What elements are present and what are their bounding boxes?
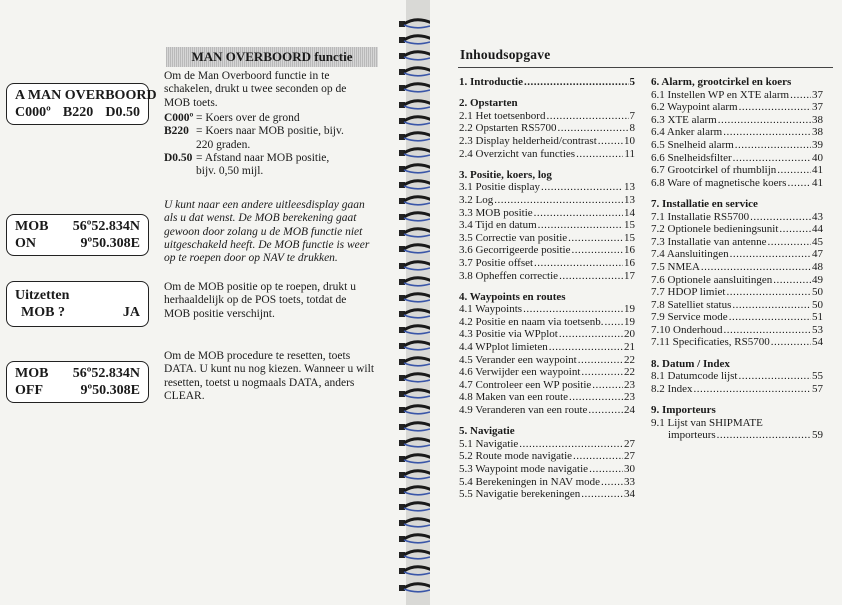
toc-entry — [459, 438, 635, 451]
lcd-line-2 — [15, 304, 140, 321]
toc-entry-title: 3.6 Gecorrigeerde positie — [459, 244, 571, 257]
toc-page-number: 13 — [624, 193, 635, 206]
toc-entry-title: 2.4 Overzicht van functies — [459, 147, 576, 160]
toc-page-number: 24 — [624, 404, 635, 417]
toc-leader-dots — [534, 207, 623, 220]
toc-entry-title: 7.10 Onderhoud — [651, 323, 723, 336]
toc-entry — [459, 110, 635, 123]
toc-entry — [651, 274, 823, 287]
toc-leader-dots — [571, 244, 623, 257]
toc-page-number: 33 — [624, 475, 635, 488]
toc-entry — [651, 177, 823, 190]
binding-ring-icon — [398, 99, 434, 111]
toc-entry — [651, 126, 823, 139]
lcd-line-1 — [15, 218, 140, 235]
lcd-text: C000º — [15, 105, 51, 120]
definition-row — [164, 125, 374, 152]
toc-leader-dots — [771, 336, 811, 349]
toc-section — [459, 291, 635, 417]
toc-entry-title: importeurs — [668, 429, 716, 442]
toc-section — [459, 169, 635, 282]
toc-entry-title: 4.2 Positie en naam via toetsenb. — [459, 315, 604, 328]
mob-intro-text: Om de Man Overboord functie in te schakelen, drukt u twee seconden op de MOB toets. — [164, 70, 347, 109]
toc-entry — [651, 139, 823, 152]
mob-heading: MAN OVERBOORD functie — [166, 47, 378, 67]
toc-leader-dots — [559, 270, 623, 283]
binding-ring-icon — [398, 18, 434, 30]
toc-entry-title: 5.5 Navigatie berekeningen — [459, 488, 581, 501]
toc-page-number: 45 — [812, 235, 823, 248]
toc-entry — [459, 232, 635, 245]
lcd-text: MOB — [15, 366, 49, 381]
toc-page-number: 23 — [624, 391, 635, 404]
toc-leader-dots — [576, 148, 623, 161]
toc-entry-title: 1. Introductie — [459, 76, 523, 88]
toc-section — [459, 76, 635, 89]
toc-entry-title: 7.8 Satelliet status — [651, 298, 732, 311]
binding-ring-icon — [398, 147, 434, 159]
toc-page-number: 49 — [812, 273, 823, 286]
toc-entry-title: 7.9 Service mode — [651, 311, 728, 324]
toc-entry-title: 3.3 MOB positie — [459, 206, 533, 219]
definition-key: C000º — [164, 112, 194, 124]
toc-entry-title: 7.1 Installatie RS5700 — [651, 210, 750, 223]
lcd-line-2 — [15, 104, 140, 121]
toc-entry-title: 8.2 Index — [651, 382, 693, 395]
toc-section — [651, 404, 823, 442]
toc-entry — [651, 164, 823, 177]
binding-ring-icon — [398, 388, 434, 400]
toc-entry — [459, 366, 635, 379]
toc-entry — [459, 122, 635, 135]
toc-entry — [459, 316, 635, 329]
lcd-text: A MAN OVERBOORD — [15, 88, 157, 103]
lcd-text: MOB — [15, 219, 49, 234]
toc-entry-title: 7.3 Installatie van antenne — [651, 235, 767, 248]
lcd-text: B220 — [62, 105, 94, 120]
binding-ring-icon — [398, 324, 434, 336]
lcd-text: 56º52.834N — [72, 219, 140, 234]
toc-entry — [651, 236, 823, 249]
binding-ring-icon — [398, 131, 434, 143]
toc-leader-dots — [519, 438, 623, 451]
toc-entry — [651, 324, 823, 337]
binding-ring-icon — [398, 356, 434, 368]
toc-entry — [459, 354, 635, 367]
toc-entry — [651, 101, 823, 114]
toc-section-heading: 4. Waypoints en routes — [459, 290, 566, 303]
toc-page-number: 41 — [812, 176, 823, 189]
toc-entry-title: 5.2 Route mode navigatie — [459, 450, 573, 463]
toc-leader-dots — [750, 211, 811, 224]
toc-entry-title: 2.2 Opstarten RS5700 — [459, 122, 557, 135]
definition-value: = Afstand naar MOB positie, bijv. 0,50 mijl. — [196, 151, 330, 178]
mob-recall-text: Om de MOB positie op te roepen, drukt u herhaaldelijk op de POS toets, totdat de MOB positie verschijnt. — [164, 281, 356, 320]
toc-section-heading: 7. Installatie en service — [651, 197, 758, 210]
lcd-line-1 — [15, 87, 157, 104]
toc-section-heading: 6. Alarm, grootcirkel en koers — [651, 76, 792, 88]
toc-page-number: 16 — [624, 244, 635, 257]
binding-ring-icon — [398, 501, 434, 513]
toc-leader-dots — [777, 164, 811, 177]
toc-leader-dots — [735, 139, 811, 152]
toc-page-number: 16 — [624, 256, 635, 269]
binding-ring-icon — [398, 50, 434, 62]
toc-leader-dots — [538, 219, 623, 232]
toc-section — [651, 76, 823, 189]
binding-ring-icon — [398, 437, 434, 449]
toc-entry — [459, 270, 635, 283]
toc-entry — [459, 303, 635, 316]
toc-section — [651, 198, 823, 349]
toc-leader-dots — [581, 488, 623, 501]
toc-entry-title: 3.7 Positie offset — [459, 256, 534, 269]
binding-ring-icon — [398, 404, 434, 416]
toc-entry-title: 7.7 HDOP limiet — [651, 286, 726, 299]
toc-page-number: 7 — [629, 109, 635, 122]
toc-entry-title: 7.11 Specificaties, RS5700 — [651, 336, 770, 349]
toc-leader-dots — [588, 404, 623, 417]
toc-entry — [651, 429, 823, 442]
toc-page-number: 39 — [812, 138, 823, 151]
toc-entry-title: 6.1 Instellen WP en XTE alarm — [651, 88, 790, 101]
toc-entry-title: 4.9 Veranderen van een route — [459, 404, 588, 417]
toc-leader-dots — [701, 261, 811, 274]
toc-leader-dots — [589, 463, 623, 476]
toc-leader-dots — [523, 303, 623, 316]
toc-page-number: 22 — [624, 353, 635, 366]
toc-entry — [459, 463, 635, 476]
toc-entry-title: 9.1 Lijst van SHIPMATE — [651, 416, 763, 429]
definition-key: D0.50 — [164, 151, 193, 164]
toc-leader-dots — [581, 366, 623, 379]
toc-entry — [459, 476, 635, 489]
lcd-screen-mob-activate — [6, 83, 157, 125]
toc-page-number: 13 — [624, 181, 635, 194]
toc-leader-dots — [717, 429, 811, 442]
lcd-line-1 — [15, 287, 140, 304]
toc-entry — [459, 257, 635, 270]
toc-entry-title: 4.5 Verander een waypoint — [459, 353, 577, 366]
toc-section — [651, 358, 823, 396]
toc-entry — [459, 450, 635, 463]
toc-entry — [651, 261, 823, 274]
toc-entry-title: 3.2 Log — [459, 193, 494, 206]
toc-entry-title: 3.5 Correctie van positie — [459, 231, 568, 244]
binding-ring-icon — [398, 260, 434, 272]
lcd-text: 9º50.308E — [80, 383, 140, 398]
toc-page-number: 22 — [624, 366, 635, 379]
toc-page-number: 38 — [812, 126, 823, 139]
toc-leader-dots — [549, 341, 623, 354]
lcd-text: MOB ? — [21, 305, 65, 320]
lcd-line-2 — [15, 382, 140, 399]
definition-key: B220 — [164, 125, 189, 138]
definition-row — [164, 152, 374, 179]
binding-ring-icon — [398, 243, 434, 255]
toc-entry — [651, 89, 823, 102]
toc-leader-dots — [592, 379, 623, 392]
toc-leader-dots — [724, 324, 812, 337]
lcd-line-2 — [15, 235, 140, 252]
toc-entry — [651, 248, 823, 261]
toc-page-number: 14 — [624, 206, 635, 219]
binding-ring-icon — [398, 340, 434, 352]
toc-entry-title: 4.7 Controleer een WP positie — [459, 378, 592, 391]
toc-leader-dots — [738, 370, 811, 383]
toc-page-number: 37 — [812, 88, 823, 101]
toc-entry-title: 7.5 NMEA — [651, 260, 700, 273]
toc-page-number: 15 — [624, 231, 635, 244]
toc-entry — [459, 488, 635, 501]
toc-entry-title: 3.4 Tijd en datum — [459, 219, 537, 232]
toc-section-heading — [459, 76, 635, 89]
binding-ring-icon — [398, 421, 434, 433]
toc-page-number: 53 — [812, 323, 823, 336]
toc-entry-title: 6.4 Anker alarm — [651, 126, 723, 139]
toc-page-number: 55 — [812, 370, 823, 383]
toc-entry — [459, 391, 635, 404]
toc-leader-dots — [605, 316, 624, 329]
binding-ring-icon — [398, 469, 434, 481]
toc-leader-dots — [729, 311, 811, 324]
toc-page-number: 50 — [812, 298, 823, 311]
toc-page-number: 8 — [629, 122, 635, 135]
binding-ring-icon — [398, 227, 434, 239]
toc-entry-title: 4.6 Verwijder een waypoint — [459, 366, 581, 379]
toc-entry — [651, 211, 823, 224]
lcd-text: 9º50.308E — [80, 236, 140, 251]
toc-section-heading: 5. Navigatie — [459, 425, 515, 438]
mob-definitions — [164, 112, 374, 178]
lcd-screen-mob-off — [6, 361, 149, 403]
toc-entry — [651, 299, 823, 312]
toc-section-heading: 8. Datum / Index — [651, 357, 730, 370]
binding-ring-icon — [398, 549, 434, 561]
lcd-text: OFF — [15, 383, 43, 398]
toc-entry-title: 6.3 XTE alarm — [651, 113, 717, 126]
toc-leader-dots — [524, 76, 629, 89]
toc-section — [459, 97, 635, 160]
toc-section-heading: 9. Importeurs — [651, 404, 716, 417]
toc-entry-title: 6.8 Ware of magnetische koers — [651, 176, 787, 189]
mob-reset-text: Om de MOB procedure te resetten, toets DATA. U kunt nu nog kiezen. Wanneer u wilt resetten, toetst u nogmaals DATA, anders CLEAR. — [164, 350, 375, 402]
toc-entry — [459, 181, 635, 194]
toc-leader-dots — [726, 286, 811, 299]
toc-leader-dots — [773, 274, 811, 287]
toc-entry-title: 8.1 Datumcode lijst — [651, 370, 738, 383]
toc-leader-dots — [694, 383, 811, 396]
toc-entry — [459, 379, 635, 392]
toc-entry — [651, 417, 823, 430]
toc-page-number: 43 — [812, 210, 823, 223]
toc-entry-title: 4.1 Waypoints — [459, 303, 523, 316]
toc-entry — [651, 336, 823, 349]
toc-entry-title: 6.6 Snelheidsfilter — [651, 151, 732, 164]
toc-entry-title: 2.3 Display helderheid/contrast — [459, 134, 597, 147]
toc-page-number: 59 — [812, 429, 823, 442]
toc-section-heading: 2. Opstarten — [459, 97, 518, 110]
binding-ring-icon — [398, 292, 434, 304]
toc-leader-dots — [733, 152, 811, 165]
toc-page-number: 48 — [812, 260, 823, 273]
toc-page-number: 30 — [624, 463, 635, 475]
binding-ring-icon — [398, 115, 434, 127]
toc-entry-title: 5.4 Berekeningen in NAV mode — [459, 475, 601, 488]
toc-entry-title: 6.5 Snelheid alarm — [651, 138, 734, 151]
toc-page-number: 27 — [624, 450, 635, 463]
binding-ring-icon — [398, 565, 434, 577]
toc-page-number: 17 — [624, 269, 635, 282]
toc-leader-dots — [598, 135, 623, 148]
toc-leader-dots — [787, 177, 811, 190]
lcd-line-1 — [15, 365, 140, 382]
binding-ring-icon — [398, 372, 434, 384]
toc-page-number: 41 — [812, 164, 823, 177]
toc-entry-title: 5.3 Waypoint mode navigatie — [459, 463, 589, 475]
toc-entry — [459, 194, 635, 207]
mob-italic-note: U kunt naar een andere uitleesdisplay gaan als u dat wenst. De MOB berekening gaat gewoon door zolang u de MOB functie niet uitgeschakeld heeft. De MOB functie is weer op te roepen door op NAV te drukken. — [164, 199, 370, 265]
binding-ring-icon — [398, 308, 434, 320]
toc-entry — [651, 383, 823, 396]
toc-column-1 — [459, 76, 635, 509]
lcd-text: JA — [122, 305, 140, 320]
toc-leader-dots — [559, 328, 623, 341]
toc-entry-title: 3.8 Opheffen correctie — [459, 269, 559, 282]
binding-ring-icon — [398, 453, 434, 465]
toc-page-number: 50 — [812, 286, 823, 299]
binding-ring-icon — [398, 485, 434, 497]
toc-page-number: 27 — [624, 437, 635, 450]
toc-entry — [459, 219, 635, 232]
toc-column-2 — [651, 76, 823, 450]
toc-section-heading: 3. Positie, koers, log — [459, 168, 552, 181]
lcd-text: 56º52.834N — [72, 366, 140, 381]
definition-row — [164, 112, 374, 125]
toc-entry-title: 7.2 Optionele bedieningsunit — [651, 223, 779, 236]
binding-ring-icon — [398, 34, 434, 46]
toc-entry-title: 2.1 Het toetsenbord — [459, 109, 546, 122]
binding-ring-icon — [398, 582, 434, 594]
toc-leader-dots — [767, 236, 811, 249]
binding-ring-icon — [398, 66, 434, 78]
toc-leader-dots — [779, 223, 811, 236]
toc-entry — [651, 286, 823, 299]
lcd-text: D0.50 — [105, 105, 140, 120]
toc-page-number: 5 — [629, 76, 635, 88]
toc-entry — [459, 244, 635, 257]
toc-entry — [651, 370, 823, 383]
toc-leader-dots — [732, 299, 811, 312]
toc-page-number: 19 — [624, 315, 635, 328]
binding-ring-icon — [398, 276, 434, 288]
toc-leader-dots — [534, 257, 623, 270]
toc-entry — [651, 223, 823, 236]
toc-entry — [459, 135, 635, 148]
toc-page-number: 37 — [812, 101, 823, 114]
toc-entry-title: 6.7 Grootcirkel of rhumblijn — [651, 164, 777, 177]
binding-ring-icon — [398, 179, 434, 191]
lcd-text: ON — [15, 236, 36, 251]
toc-entry — [459, 404, 635, 417]
toc-entry-title: 5.1 Navigatie — [459, 437, 519, 450]
toc-page-number: 20 — [624, 328, 635, 341]
toc-entry — [459, 207, 635, 220]
definition-value: = Koers over de grond — [196, 112, 300, 124]
toc-leader-dots — [541, 181, 623, 194]
toc-page-number: 15 — [624, 219, 635, 232]
toc-page-number: 34 — [624, 488, 635, 501]
binding-ring-icon — [398, 211, 434, 223]
toc-page-number: 10 — [624, 134, 635, 147]
lcd-screen-mob-disable — [6, 281, 149, 327]
toc-page-number: 21 — [624, 341, 635, 354]
toc-entry — [651, 311, 823, 324]
toc-page-number: 57 — [812, 382, 823, 395]
toc-page-number: 51 — [812, 311, 823, 324]
binding-ring-icon — [398, 163, 434, 175]
toc-page-number: 38 — [812, 113, 823, 126]
toc-leader-dots — [569, 391, 623, 404]
toc-page-number: 11 — [624, 147, 635, 160]
toc-leader-dots — [718, 114, 811, 127]
toc-leader-dots — [578, 354, 623, 367]
toc-page-number: 47 — [812, 248, 823, 261]
lcd-text: Uitzetten — [15, 288, 70, 303]
lcd-screen-mob-position — [6, 214, 149, 256]
toc-leader-dots — [557, 122, 628, 135]
toc-entry — [459, 328, 635, 341]
toc-entry-title: 7.4 Aansluitingen — [651, 248, 729, 261]
toc-leader-dots — [568, 232, 623, 245]
toc-entry-title: 4.8 Maken van een route — [459, 391, 569, 404]
toc-entry — [459, 341, 635, 354]
binding-ring-icon — [398, 82, 434, 94]
toc-page-number: 19 — [624, 303, 635, 316]
toc-entry-title: 6.2 Waypoint alarm — [651, 101, 738, 114]
toc-page-number: 44 — [812, 223, 823, 236]
toc-entry-title: 4.4 WPplot limieten — [459, 341, 548, 354]
toc-entry-title: 3.1 Positie display — [459, 181, 540, 194]
toc-title: Inhoudsopgave — [460, 47, 551, 62]
toc-leader-dots — [546, 110, 628, 123]
binding-ring-icon — [398, 195, 434, 207]
toc-leader-dots — [723, 126, 811, 139]
toc-section — [459, 425, 635, 501]
toc-page-number: 40 — [812, 151, 823, 164]
toc-page-number: 54 — [812, 336, 823, 349]
toc-entry — [459, 148, 635, 161]
toc-leader-dots — [494, 194, 623, 207]
toc-page-number: 23 — [624, 378, 635, 391]
toc-entry-title: 4.3 Positie via WPplot — [459, 328, 558, 341]
binding-ring-icon — [398, 533, 434, 545]
toc-leader-dots — [573, 450, 623, 463]
toc-leader-dots — [730, 248, 811, 261]
toc-entry — [651, 152, 823, 165]
toc-entry — [651, 114, 823, 127]
toc-entry-title: 7.6 Optionele aansluitingen — [651, 273, 773, 286]
toc-leader-dots — [790, 89, 811, 102]
definition-value: = Koers naar MOB positie, bijv. 220 graden. — [196, 125, 344, 151]
toc-leader-dots — [601, 476, 623, 489]
toc-divider — [458, 67, 833, 68]
toc-leader-dots — [739, 101, 811, 114]
binding-ring-icon — [398, 517, 434, 529]
